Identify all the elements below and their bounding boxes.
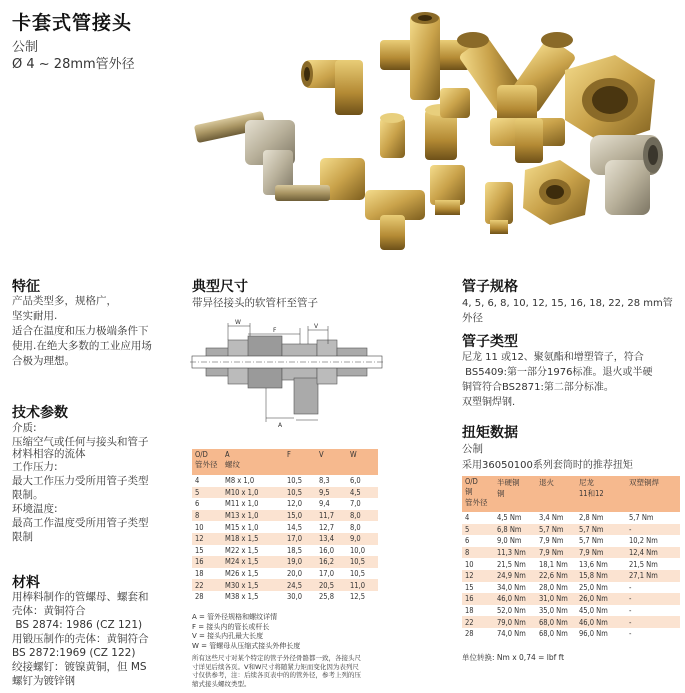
dim-cell: M10 x 1,0 <box>222 487 284 499</box>
dim-cell: 20,0 <box>284 568 316 580</box>
tube-type-heading: 管子类型 <box>462 334 518 350</box>
dim-cell: 16,2 <box>316 556 347 568</box>
torque-cell: 5,7 Nm <box>576 535 626 547</box>
dim-cell: 10,5 <box>347 568 378 580</box>
torque-cell: - <box>626 628 680 640</box>
footnote-line: 所有这些尺寸对某个特定的管子外径骨骼都一致，各接头尺 <box>192 654 361 662</box>
tech-text <box>12 421 187 544</box>
torque-cell: 7,9 Nm <box>536 547 576 559</box>
tube-type-line: 铜管符合BS2871:第二部分标准。 <box>462 382 614 393</box>
dim-cell: 22 <box>192 579 222 591</box>
torque-col-bundy: 双塑铜焊 <box>626 476 680 512</box>
torque-cell: 34,0 Nm <box>494 582 536 594</box>
torque-cell: - <box>626 605 680 617</box>
hex-nut <box>565 55 655 145</box>
dim-col-a: A 螺纹 <box>222 449 284 475</box>
torque-cell: 68,0 Nm <box>536 616 576 628</box>
torque-cell: 35,0 Nm <box>536 605 576 617</box>
torque-cell: 10 <box>462 558 494 570</box>
legend-line: W = 管螺母从压缩式接头外伸长度 <box>192 641 301 650</box>
materials-line: BS 2872:1969 (CZ 122) <box>12 647 136 659</box>
torque-cell: 46,0 Nm <box>576 616 626 628</box>
dim-cell: 11,0 <box>347 579 378 591</box>
torque-cell: 22,6 Nm <box>536 570 576 582</box>
dim-cell: 10 <box>192 521 222 533</box>
tube-spec-line: 4, 5, 6, 8, 10, 12, 15, 16, 18, 22, 28 mm管 <box>462 298 673 309</box>
subtitle-metric: 公制 <box>12 40 39 55</box>
torque-cell: - <box>626 582 680 594</box>
footnote-line: 寸仅供参考，注：后续各页表中的的管外径，参考上列的压 <box>192 671 361 679</box>
torque-cell: 52,0 Nm <box>494 605 536 617</box>
legend-line: V = 接头内孔最大长度 <box>192 632 264 640</box>
torque-cell: 12,4 Nm <box>626 547 680 559</box>
torque-cell: - <box>626 616 680 628</box>
dim-cell: 10,5 <box>347 556 378 568</box>
tee-rod <box>365 190 425 250</box>
torque-cell: 18 <box>462 605 494 617</box>
torque-cell: 10,2 Nm <box>626 535 680 547</box>
dim-cell: 8,0 <box>347 510 378 522</box>
dim-f-label: F <box>273 327 277 334</box>
temp-line: 限制 <box>12 531 33 543</box>
torque-cell: 45,0 Nm <box>576 605 626 617</box>
dimensions-table <box>192 449 378 603</box>
dim-cell: 9,5 <box>316 487 347 499</box>
dim-cell: 18 <box>192 568 222 580</box>
dim-cell: M24 x 1,5 <box>222 556 284 568</box>
dim-cell: 12,0 <box>284 498 316 510</box>
medium-line: 材料相容的流体 <box>12 448 86 460</box>
dimensions-heading: 典型尺寸 <box>192 279 248 295</box>
dim-col-w: W <box>347 449 378 475</box>
tube-type-line: BS5409:第一部分1976标准。退火或半硬 <box>462 367 653 378</box>
dim-row <box>192 545 378 557</box>
materials-line: 绞接螺钉：镀镍黄铜，但 MS <box>12 661 147 673</box>
dim-cell: 13,4 <box>316 533 347 545</box>
torque-cell: 4 <box>462 512 494 524</box>
materials-line: 用棒料制作的管螺母、螺套和 <box>12 591 149 603</box>
dim-cell: 24,5 <box>284 579 316 591</box>
medium-line: 压缩空气或任何与接头和管子 <box>12 436 149 448</box>
torque-cell: 7,9 Nm <box>536 535 576 547</box>
dim-cell: M30 x 1,5 <box>222 579 284 591</box>
nickel-elbow <box>590 135 663 215</box>
torque-cell: 15 <box>462 582 494 594</box>
dim-cell: 12 <box>192 533 222 545</box>
male-stud <box>430 165 465 215</box>
tube-spec-text <box>462 296 682 326</box>
dimensions-footnote <box>192 654 392 688</box>
torque-row <box>462 593 680 605</box>
torque-cell: 6 <box>462 535 494 547</box>
temp-line: 最高工作温度受所用管子类型 <box>12 517 149 529</box>
dim-cell: M38 x 1,5 <box>222 591 284 603</box>
dim-cell: 10,0 <box>347 545 378 557</box>
dim-row <box>192 521 378 533</box>
dim-cell: 9,0 <box>347 533 378 545</box>
torque-cell: 68,0 Nm <box>536 628 576 640</box>
dimensions-caption: 带异径接头的软管杆至管子 <box>192 297 318 309</box>
features-line: 使用.在绝大多数的工业应用场 <box>12 340 152 352</box>
torque-cell: 22 <box>462 616 494 628</box>
torque-cell: 18,1 Nm <box>536 558 576 570</box>
medium-label: 介质: <box>12 422 37 434</box>
torque-cell: 16 <box>462 593 494 605</box>
torque-row <box>462 558 680 570</box>
pressure-line: 最大工作压力受所用管子类型 <box>12 475 149 487</box>
torque-subheading: 公制 <box>462 443 483 455</box>
torque-row <box>462 570 680 582</box>
dim-col-v: V <box>316 449 347 475</box>
dim-row <box>192 475 378 487</box>
torque-cell: 5 <box>462 524 494 536</box>
tube-type-line: 双塑铜焊钢. <box>462 397 516 408</box>
torque-row <box>462 616 680 628</box>
female-nut <box>523 160 590 225</box>
dim-cell: 6 <box>192 498 222 510</box>
footnote-line: 寸详见后续各页。V和W尺寸将随紧力矩而变化因为表列尺 <box>192 662 359 671</box>
dim-cell: M15 x 1,0 <box>222 521 284 533</box>
dim-row <box>192 498 378 510</box>
dim-cell: 11,7 <box>316 510 347 522</box>
features-text <box>12 294 182 369</box>
torque-cell: 4,5 Nm <box>494 512 536 524</box>
dim-cell: 7,0 <box>347 498 378 510</box>
tee-fitting <box>490 118 565 163</box>
torque-col-annealed: 退火 <box>536 476 576 512</box>
torque-row <box>462 512 680 524</box>
torque-cell: 9,0 Nm <box>494 535 536 547</box>
features-line: 合极为理想。 <box>12 355 75 367</box>
torque-cell: 11,3 Nm <box>494 547 536 559</box>
materials-text <box>12 590 192 688</box>
torque-cell: - <box>626 524 680 536</box>
tube-type-line: 尼龙 11 或12、聚氨酯和增塑管子，符合 <box>462 352 644 363</box>
dim-cell: 18,5 <box>284 545 316 557</box>
torque-cell: 31,0 Nm <box>536 593 576 605</box>
legend-line: A = 管外径规格和螺纹详情 <box>192 613 278 621</box>
dim-row <box>192 556 378 568</box>
dim-cell: 9,4 <box>316 498 347 510</box>
torque-cell: 25,0 Nm <box>576 582 626 594</box>
features-line: 坚实耐用. <box>12 310 58 322</box>
dim-cell: 8,0 <box>347 521 378 533</box>
dim-w-label: W <box>235 319 241 326</box>
fitting-section-diagram <box>188 318 388 443</box>
dim-cell: 16 <box>192 556 222 568</box>
dim-row <box>192 591 378 603</box>
torque-cell: 15,8 Nm <box>576 570 626 582</box>
dim-cell: M8 x 1,0 <box>222 475 284 487</box>
dim-row <box>192 510 378 522</box>
dim-cell: 28 <box>192 591 222 603</box>
dim-row <box>192 487 378 499</box>
torque-cell: 79,0 Nm <box>494 616 536 628</box>
torque-cell: 74,0 Nm <box>494 628 536 640</box>
torque-col-od: O/D 铜 管外径 <box>462 476 494 512</box>
torque-cell: 24,9 Nm <box>494 570 536 582</box>
features-heading: 特征 <box>12 279 40 295</box>
materials-line: 用锻压制作的壳体：黄铜符合 <box>12 633 149 645</box>
dim-cell: 30,0 <box>284 591 316 603</box>
pressure-label: 工作压力: <box>12 461 58 473</box>
torque-row <box>462 547 680 559</box>
torque-cell: 21,5 Nm <box>494 558 536 570</box>
dim-cell: 8 <box>192 510 222 522</box>
torque-col-semihard: 半硬铜 铜 <box>494 476 536 512</box>
dim-cell: 12,5 <box>347 591 378 603</box>
dim-cell: 15 <box>192 545 222 557</box>
torque-row <box>462 535 680 547</box>
page-title: 卡套式管接头 <box>12 12 133 34</box>
torque-cell: 46,0 Nm <box>494 593 536 605</box>
dim-cell: M22 x 1,5 <box>222 545 284 557</box>
dim-cell: 25,8 <box>316 591 347 603</box>
torque-cell: 28 <box>462 628 494 640</box>
temp-label: 环境温度: <box>12 503 58 515</box>
dim-cell: 14,5 <box>284 521 316 533</box>
torque-cell: 3,4 Nm <box>536 512 576 524</box>
dim-cell: 8,3 <box>316 475 347 487</box>
torque-cell: 6,8 Nm <box>494 524 536 536</box>
torque-cell: 21,5 Nm <box>626 558 680 570</box>
torque-cell: 26,0 Nm <box>576 593 626 605</box>
dim-cell: 10,5 <box>284 487 316 499</box>
torque-row <box>462 628 680 640</box>
dim-cell: 16,0 <box>316 545 347 557</box>
torque-cell: 5,7 Nm <box>536 524 576 536</box>
dim-cell: 4,5 <box>347 487 378 499</box>
torque-cell: - <box>626 593 680 605</box>
dim-cell: 19,0 <box>284 556 316 568</box>
materials-line: 壳体：黄铜符合 <box>12 605 86 617</box>
tube-type-text <box>462 350 684 410</box>
dim-cell: 4 <box>192 475 222 487</box>
tech-heading: 技术参数 <box>12 405 68 421</box>
cross-fitting <box>380 12 470 100</box>
reducer <box>485 182 513 234</box>
dim-cell: 15,0 <box>284 510 316 522</box>
dim-cell: 17,0 <box>284 533 316 545</box>
dim-row <box>192 568 378 580</box>
dim-v-label: V <box>314 323 319 330</box>
dim-row <box>192 579 378 591</box>
dim-cell: 17,0 <box>316 568 347 580</box>
torque-cell: 8 <box>462 547 494 559</box>
elbow-fitting <box>301 60 363 115</box>
dim-col-od: O/D 管外径 <box>192 449 222 475</box>
dim-cell: 20,5 <box>316 579 347 591</box>
torque-row <box>462 605 680 617</box>
torque-cell: 12 <box>462 570 494 582</box>
torque-heading: 扭矩数据 <box>462 425 518 441</box>
torque-cell: 28,0 Nm <box>536 582 576 594</box>
dim-cell: 5 <box>192 487 222 499</box>
torque-cell: 7,9 Nm <box>576 547 626 559</box>
tube-spec-heading: 管子规格 <box>462 279 518 295</box>
unit-conversion-note: 单位转换: Nm x 0,74 = lbf ft <box>462 653 565 662</box>
dim-cell: M11 x 1,0 <box>222 498 284 510</box>
dimensions-legend <box>192 613 387 651</box>
legend-line: F = 接头内的管长或杆长 <box>192 622 270 631</box>
materials-line: BS 2874: 1986 (CZ 121) <box>12 619 143 631</box>
fittings-photo <box>185 0 685 258</box>
y-fitting <box>457 32 577 125</box>
dim-cell: 12,7 <box>316 521 347 533</box>
dim-cell: 6,0 <box>347 475 378 487</box>
torque-cell: 27,1 Nm <box>626 570 680 582</box>
torque-col-nylon: 尼龙 11和12 <box>576 476 626 512</box>
materials-heading: 材料 <box>12 575 40 591</box>
tube-spec-line: 外径 <box>462 312 483 324</box>
torque-row <box>462 524 680 536</box>
footnote-line: 缩式接头螺纹类型。 <box>192 679 251 688</box>
dim-cell: M18 x 1,5 <box>222 533 284 545</box>
torque-cell: 2,8 Nm <box>576 512 626 524</box>
dim-row <box>192 533 378 545</box>
dim-a-label: A <box>278 422 283 429</box>
dim-col-f: F <box>284 449 316 475</box>
torque-cell: 5,7 Nm <box>576 524 626 536</box>
rod-adapter <box>194 111 295 195</box>
torque-cell: 5,7 Nm <box>626 512 680 524</box>
pressure-line: 限制。 <box>12 489 44 501</box>
torque-cell: 96,0 Nm <box>576 628 626 640</box>
torque-caption: 采用36050100系列套筒时的推荐扭矩 <box>462 460 633 471</box>
features-line: 适合在温度和压力极端条件下 <box>12 325 149 337</box>
dim-cell: 10,5 <box>284 475 316 487</box>
materials-line: 螺钉为镀锌钢 <box>12 675 75 687</box>
subtitle-range: Ø 4 ~ 28mm管外径 <box>12 57 135 72</box>
torque-cell: 13,6 Nm <box>576 558 626 570</box>
dim-cell: M26 x 1,5 <box>222 568 284 580</box>
torque-table <box>462 476 680 640</box>
features-line: 产品类型多，规格广， <box>12 295 117 307</box>
dim-cell: M13 x 1,0 <box>222 510 284 522</box>
torque-row <box>462 582 680 594</box>
